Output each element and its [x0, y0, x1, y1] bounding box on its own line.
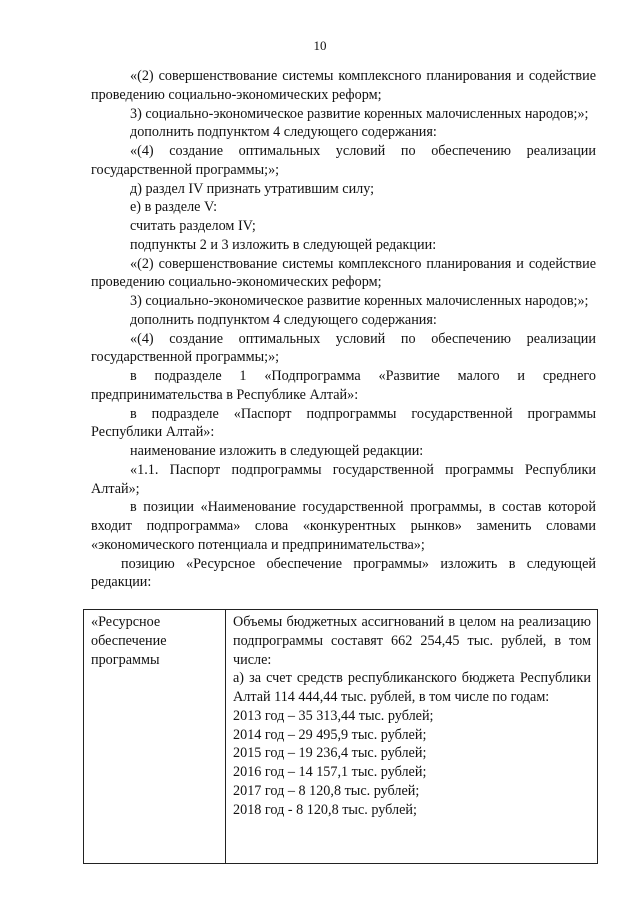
paragraph: наименование изложить в следующей редакции: [130, 443, 424, 459]
paragraph: в подразделе «Паспорт подпрограммы государственной программы Республики Алтай»: [91, 405, 596, 441]
paragraph: подпункты 2 и 3 изложить в следующей редакции: [130, 236, 437, 253]
paragraph: «(4) создание оптимальных условий по обеспечению реализации государственной программы;»; [91, 143, 596, 178]
cell-line: Объемы бюджетных ассигнований в целом на реализацию подпрограммы составят 662 254,45 тыс. рублей, в том числе: [233, 614, 591, 668]
paragraph: «(2) совершенствование системы комплексного планирования и содействие проведению социально-экономических реформ; [91, 255, 596, 291]
cell-line: 2017 год – 8 120,8 тыс. рублей; [233, 782, 420, 799]
paragraph: считать разделом IV; [130, 218, 256, 234]
paragraph: в позиции «Наименование государственной программы, в состав которой входит подпрограмма» слова «конкурентных рынков» заменить словами «экономического потенциала и предпринимательства»; [91, 499, 596, 553]
table-row [84, 610, 598, 864]
cell-line: 2016 год – 14 157,1 тыс. рублей; [233, 764, 427, 780]
paragraph: дополнить подпунктом 4 следующего содержания: [130, 124, 437, 141]
paragraph: «(2) совершенствование системы комплексного планирования и содействие проведению социально-экономических реформ; [91, 68, 596, 103]
paragraph: позицию «Ресурсное обеспечение программы» изложить в следующей редакции: [91, 555, 596, 591]
cell-line: а) за счет средств республиканского бюджета Республики Алтай 114 444,44 тыс. рублей, в том числе по годам: [233, 670, 591, 705]
page-number: 10 [313, 38, 327, 53]
paragraph: «(4) создание оптимальных условий по обеспечению реализации государственной программы;»; [91, 330, 596, 366]
paragraph: 3) социально-экономическое развитие коренных малочисленных народов;»; [130, 105, 589, 122]
paragraph: в подразделе 1 «Подпрограмма «Развитие малого и среднего предпринимательства в Республике Алтай»: [91, 368, 596, 403]
paragraph: е) в разделе V: [130, 199, 218, 216]
paragraph: 3) социально-экономическое развитие коренных малочисленных народов;»; [130, 293, 589, 309]
cell-line: 2015 год – 19 236,4 тыс. рублей; [233, 745, 427, 762]
resource-table [83, 609, 598, 864]
document-body [91, 67, 596, 592]
paragraph: дополнить подпунктом 4 следующего содержания: [130, 311, 437, 328]
cell-line: 2013 год – 35 313,44 тыс. рублей; [233, 707, 434, 724]
cell-line: 2014 год – 29 495,9 тыс. рублей; [233, 726, 427, 743]
paragraph: «1.1. Паспорт подпрограммы государственной программы Республики Алтай»; [91, 461, 596, 497]
table-cell-value [226, 610, 598, 864]
cell-line: 2018 год - 8 120,8 тыс. рублей; [233, 801, 417, 818]
paragraph: д) раздел IV признать утратившим силу; [130, 180, 375, 197]
table-cell-label: «Ресурсное обеспечение программы [84, 610, 226, 864]
